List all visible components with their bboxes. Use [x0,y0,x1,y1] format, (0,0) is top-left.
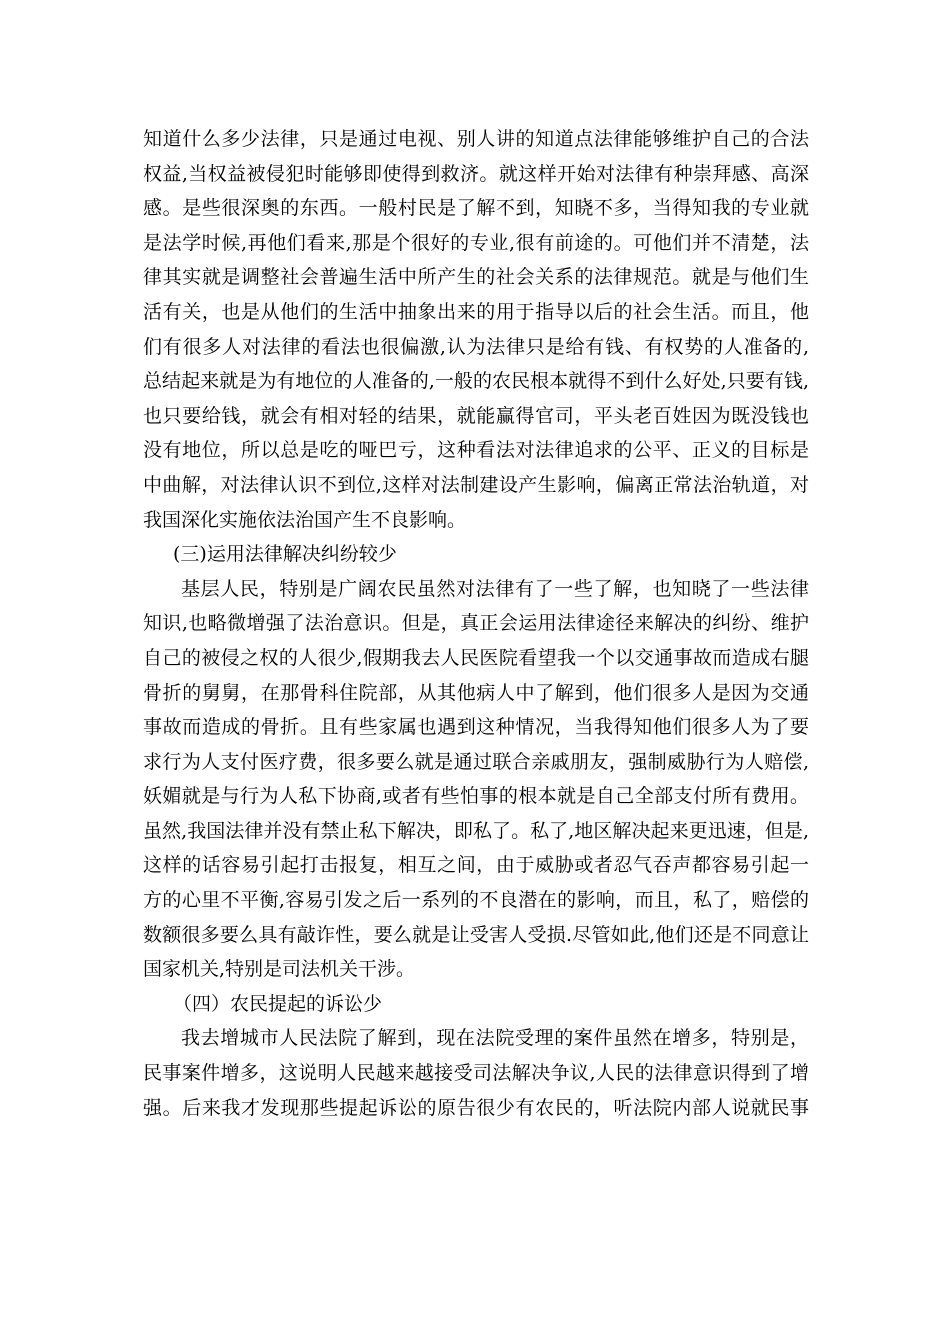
text-line: 虽然,我国法律并没有禁止私下解决，即私了。私了,地区解决起来更迅速，但是, [143,819,809,842]
text-line: 数额很多要么具有敲诈性，要么就是让受害人受损.尽管如此,他们还是不同意让 [143,923,809,946]
text-line: 骨折的舅舅，在那骨科住院部，从其他病人中了解到，他们很多人是因为交通 [143,681,809,704]
text-line: 求行为人支付医疗费，很多要么就是通过联合亲戚朋友，强制威胁行为人赔偿, [143,750,809,773]
text-line: 强。后来我才发现那些提起诉讼的原告很少有农民的，听法院内部人说就民事 [143,1096,809,1119]
paragraph [143,1021,809,1125]
text-line: 民事案件增多，这说明人民越来越接受司法解决争议,人民的法律意识得到了增 [143,1062,809,1085]
text-line: 我国深化实施依法治国产生不良影响。 [143,508,467,531]
text-line: 也只要给钱，就会有相对轻的结果，就能赢得官司，平头老百姓因为既没钱也 [143,404,809,427]
text-line: 国家机关,特别是司法机关干涉。 [143,958,416,981]
text-line: 总结起来就是为有地位的人准备的,一般的农民根本就得不到什么好处,只要有钱, [143,370,809,393]
text-line: 感。是些很深奥的东西。一般村民是了解不到，知晓不多，当得知我的专业就 [143,197,809,220]
text-line: 权益,当权益被侵犯时能够即使得到救济。就这样开始对法律有种崇拜感、高深 [143,162,809,185]
text-line: 们有很多人对法律的看法也很偏激,认为法律只是给有钱、有权势的人准备的, [143,335,809,358]
text-line: 知道什么多少法律，只是通过电视、别人讲的知道点法律能够维护自己的合法 [143,128,809,150]
text-line: 是法学时候,再他们看来,那是个很好的专业,很有前途的。可他们并不清楚，法 [143,231,809,254]
text-line: 自己的被侵之权的人很少,假期我去人民医院看望我一个以交通事故而造成右腿 [143,646,809,669]
section-heading [143,987,809,1022]
section-heading-text: (三)运用法律解决纠纷较少 [173,543,397,566]
text-line: 这样的话容易引起打击报复，相互之间，由于威胁或者忍气吞声都容易引起一 [143,854,809,877]
paragraph [143,572,809,987]
text-line: 基层人民，特别是广阔农民虽然对法律有了一些了解，也知晓了一些法律 [181,577,809,600]
text-line: 我去增城市人民法院了解到，现在法院受理的案件虽然在增多，特别是， [181,1027,809,1050]
paragraph [143,122,809,537]
text-line: 方的心里不平衡,容易引发之后一系列的不良潜在的影响，而且，私了，赔偿的 [143,889,809,912]
section-heading [143,537,809,572]
text-line: 知识,也略微增强了法治意识。但是，真正会运用法律途径来解决的纠纷、维护 [143,612,809,635]
text-line: 律其实就是调整社会普遍生活中所产生的社会关系的法律规范。就是与他们生 [143,266,809,289]
text-line: 中曲解，对法律认识不到位,这样对法制建设产生影响，偏离正常法治轨道，对 [143,473,809,496]
text-line: 事故而造成的骨折。且有些家属也遇到这种情况，当我得知他们很多人为了要 [143,716,809,739]
text-line: 妖媚就是与行为人私下协商,或者有些怕事的根本就是自己全部支付所有费用。 [143,785,809,808]
document-body [143,122,809,1125]
text-line: 没有地位，所以总是吃的哑巴亏，这种看法对法律追求的公平、正义的目标是 [143,439,809,462]
text-line: 活有关，也是从他们的生活中抽象出来的用于指导以后的社会生活。而且，他 [143,300,809,323]
section-heading-text: （四）农民提起的诉讼少 [173,992,383,1015]
